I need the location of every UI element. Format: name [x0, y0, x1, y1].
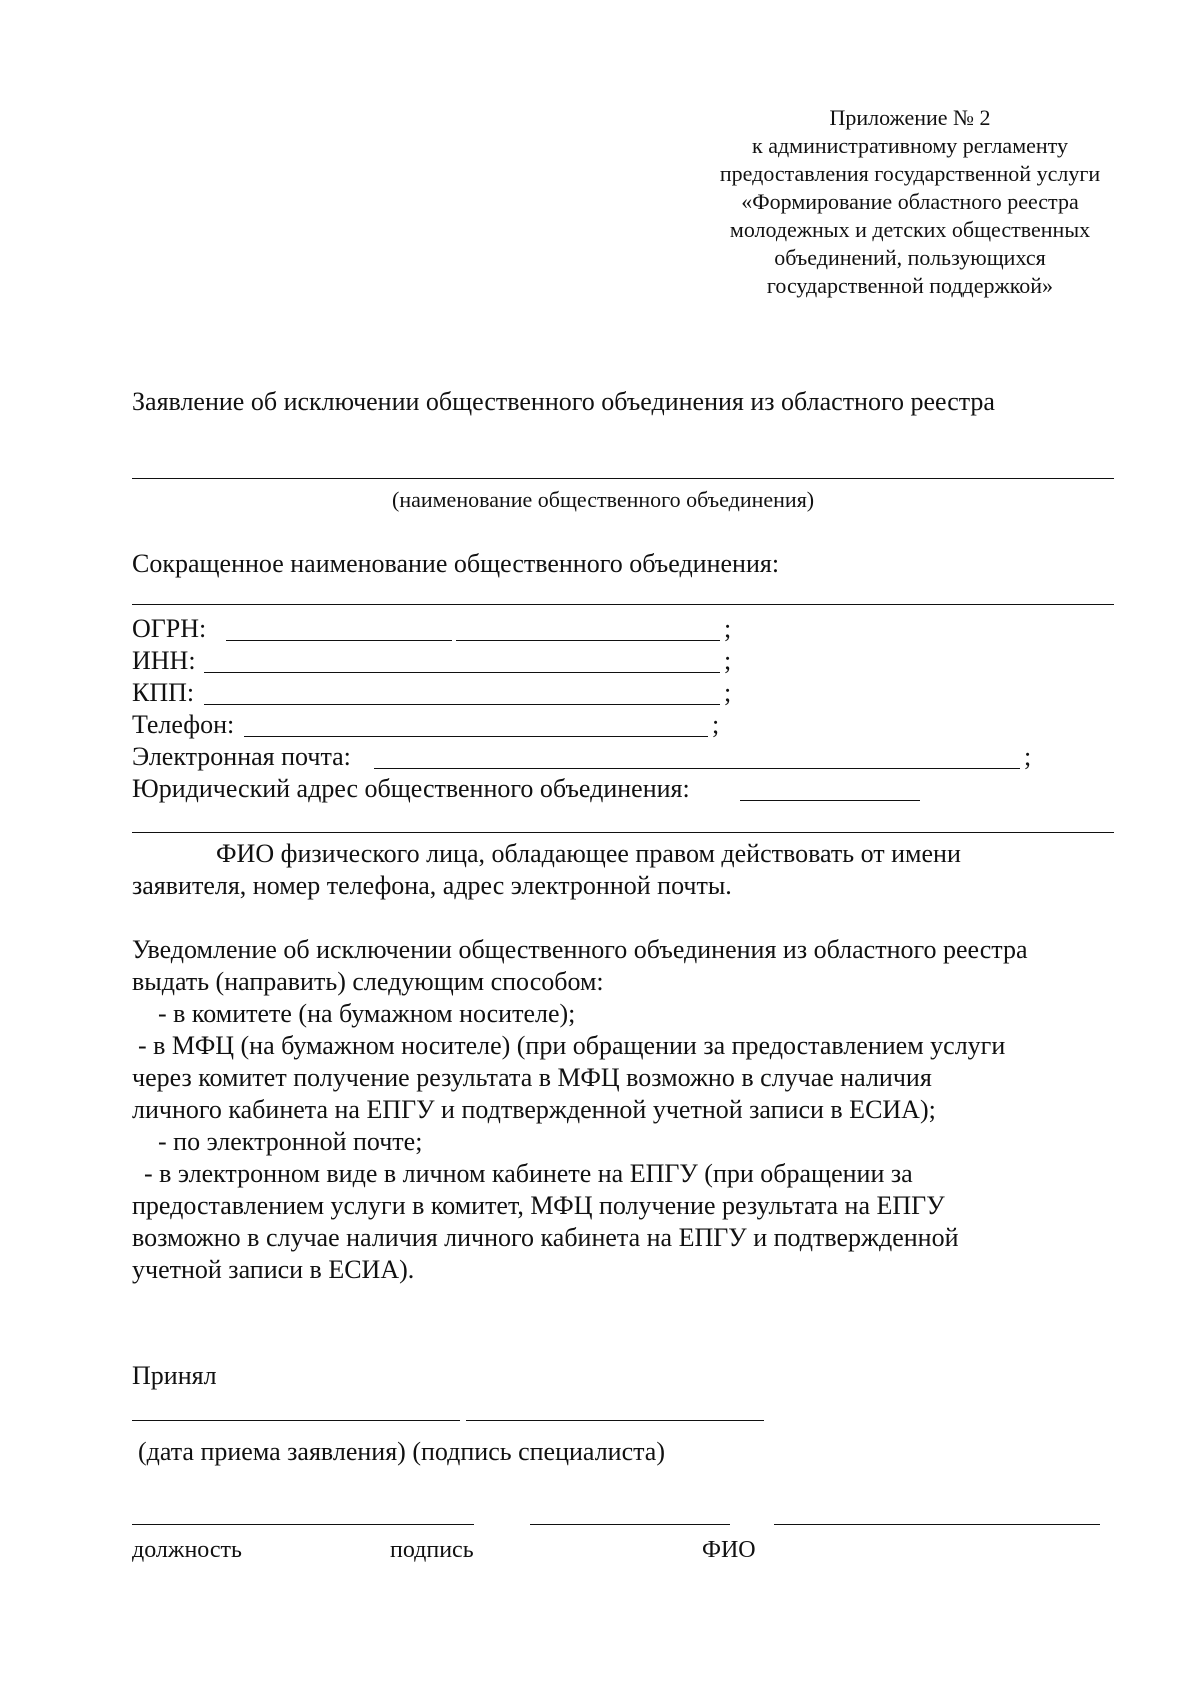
notification-line: через комитет получение результата в МФЦ возможно в случае наличия — [132, 1063, 932, 1092]
email-terminator: ; — [1024, 742, 1032, 771]
position-caption: должность — [132, 1537, 242, 1563]
document-title: Заявление об исключении общественного объединения из областного реестра — [132, 387, 995, 416]
appendix-line: Приложение № 2 — [829, 105, 991, 130]
received-label: Принял — [132, 1361, 217, 1390]
kpp-field[interactable] — [204, 704, 720, 705]
ogrn-label: ОГРН: — [132, 614, 207, 643]
fio-line[interactable] — [774, 1524, 1100, 1525]
notification-line: выдать (направить) следующим способом: — [132, 967, 604, 996]
applicant-line: ФИО физического лица, обладающее правом действовать от имени — [216, 839, 961, 868]
ogrn-terminator: ; — [724, 614, 732, 643]
notification-option: - в МФЦ (на бумажном носителе) (при обращении за предоставлением услуги — [138, 1031, 1006, 1060]
legal-address-label: Юридический адрес общественного объединения: — [132, 774, 690, 803]
appendix-line: объединений, пользующихся — [774, 245, 1046, 270]
notification-option: - в комитете (на бумажном носителе); — [158, 999, 576, 1028]
appendix-header — [690, 104, 1130, 300]
email-label: Электронная почта: — [132, 742, 351, 771]
appendix-line: государственной поддержкой» — [766, 273, 1054, 298]
org-name-line[interactable] — [132, 478, 1114, 479]
kpp-label: КПП: — [132, 678, 195, 707]
org-name-caption: (наименование общественного объединения) — [392, 487, 815, 512]
fio-caption: ФИО — [702, 1537, 756, 1563]
phone-terminator: ; — [712, 710, 720, 739]
email-field[interactable] — [374, 768, 1020, 769]
appendix-line: предоставления государственной услуги — [719, 161, 1101, 186]
notification-line: возможно в случае наличия личного кабинета на ЕПГУ и подтвержденной — [132, 1223, 959, 1252]
inn-terminator: ; — [724, 646, 732, 675]
received-caption: (дата приема заявления) (подпись специалиста) — [138, 1437, 665, 1466]
position-line[interactable] — [132, 1524, 474, 1525]
ogrn-field-part1[interactable] — [226, 640, 452, 641]
applicant-line: заявителя, номер телефона, адрес электронной почты. — [132, 871, 732, 900]
received-date-line[interactable] — [132, 1420, 460, 1421]
signature-line[interactable] — [530, 1524, 730, 1525]
short-name-line[interactable] — [132, 604, 1114, 605]
notification-line: Уведомление об исключении общественного объединения из областного реестра — [132, 935, 1028, 964]
inn-label: ИНН: — [132, 646, 196, 675]
notification-option: - по электронной почте; — [158, 1127, 423, 1156]
appendix-line: к административному регламенту — [752, 133, 1068, 158]
received-signature-line[interactable] — [466, 1420, 764, 1421]
inn-field[interactable] — [204, 672, 720, 673]
kpp-terminator: ; — [724, 678, 732, 707]
short-name-label: Сокращенное наименование общественного объединения: — [132, 549, 780, 578]
notification-paragraph — [132, 934, 1028, 1286]
notification-line: учетной записи в ЕСИА). — [132, 1255, 415, 1284]
notification-line: личного кабинета на ЕПГУ и подтвержденной учетной записи в ЕСИА); — [132, 1095, 936, 1124]
signature-caption: подпись — [390, 1537, 474, 1563]
phone-label: Телефон: — [132, 710, 235, 739]
applicant-paragraph — [132, 838, 961, 902]
appendix-line: «Формирование областного реестра — [741, 189, 1079, 214]
notification-line: предоставлением услуги в комитет, МФЦ получение результата на ЕПГУ — [132, 1191, 945, 1220]
legal-address-field[interactable] — [740, 800, 920, 801]
appendix-line: молодежных и детских общественных — [729, 217, 1091, 242]
ogrn-field-part2[interactable] — [456, 640, 720, 641]
legal-address-line-2[interactable] — [132, 832, 1114, 833]
phone-field[interactable] — [244, 736, 708, 737]
notification-option: - в электронном виде в личном кабинете на ЕПГУ (при обращении за — [144, 1159, 913, 1188]
